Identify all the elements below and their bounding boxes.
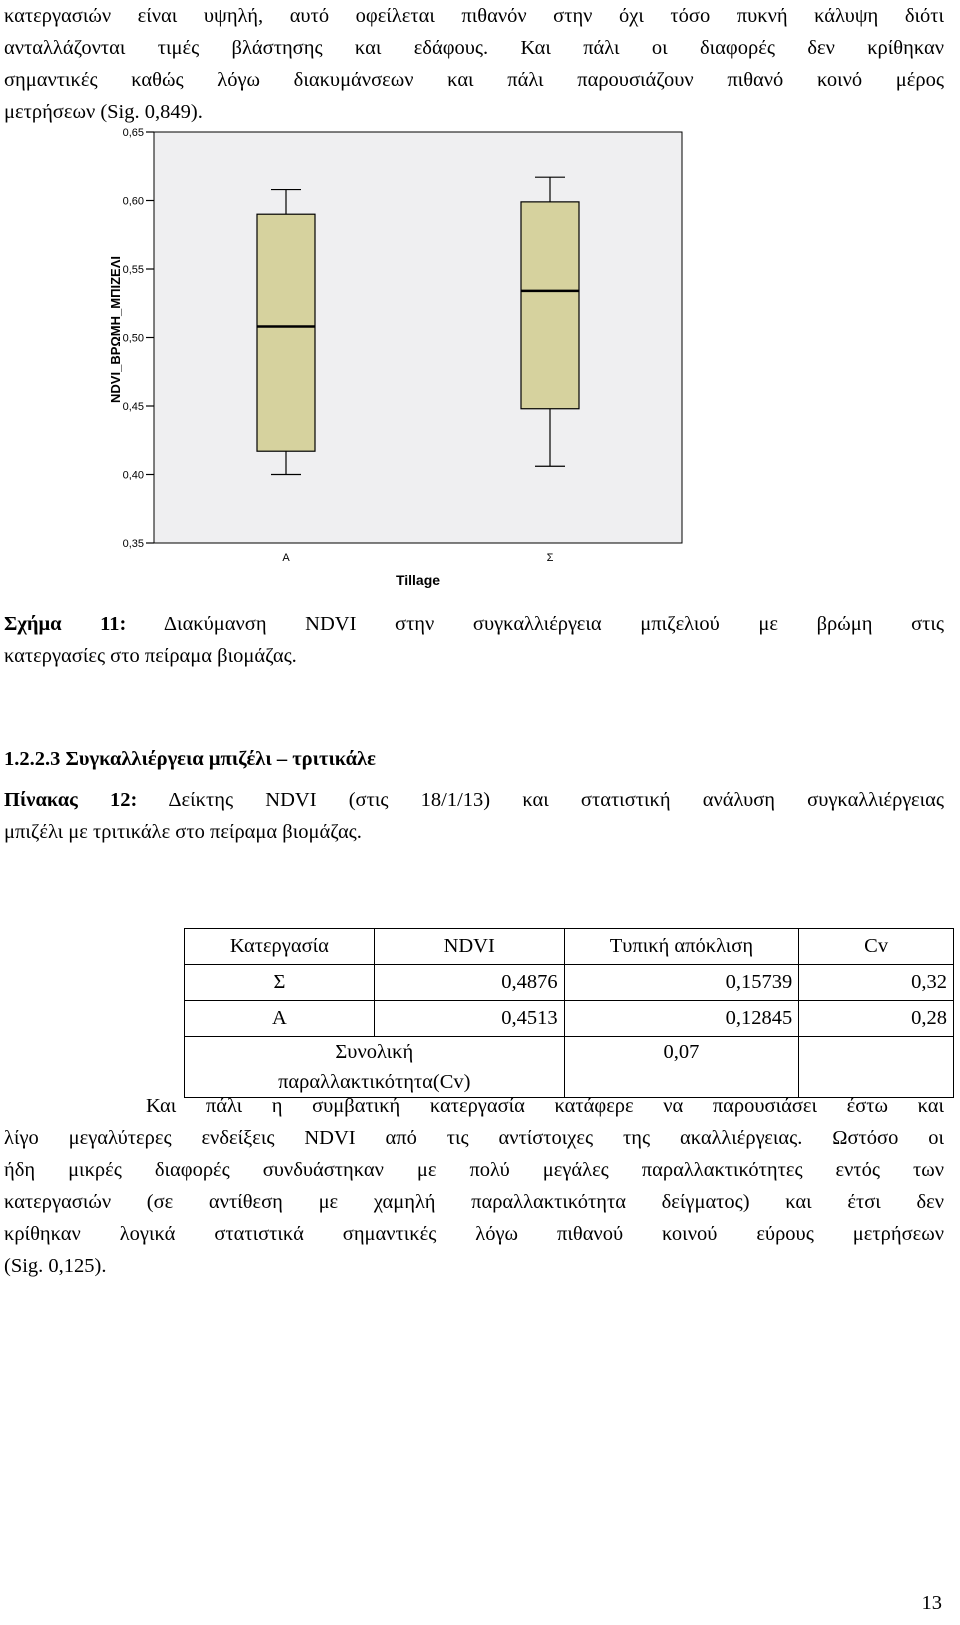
plot-area (154, 132, 682, 543)
table-cell: 0,28 (799, 1001, 954, 1037)
text-line: λίγο μεγαλύτερες ενδείξεις NDVI από τις αντίστοιχες της ακαλλιέργειας. Ωστόσο οι (4, 1127, 944, 1149)
table-cell: 0,32 (799, 965, 954, 1001)
text-line: κατεργασιών (σε αντίθεση με χαμηλή παραλλακτικότητα δείγματος) και έτσι δεν (4, 1191, 944, 1213)
total-label-cell (185, 1037, 565, 1098)
chart-canvas (100, 128, 720, 612)
intro-paragraph (4, 0, 944, 128)
text-line: ήδη μικρές διαφορές συνδυάστηκαν με πολύ μεγάλες παραλλακτικότητες εντός των (4, 1159, 944, 1181)
text-line: κατεργασιών είναι υψηλή, αυτό οφείλεται πιθανόν στην όχι τόσο πυκνή κάλυψη διότι (4, 5, 944, 27)
header-cell: Τυπική απόκλιση (564, 929, 799, 965)
x-axis-label: Tillage (395, 572, 441, 588)
caption-label: Πίνακας 12: (4, 789, 138, 811)
table-header-row (185, 929, 954, 965)
x-tick-label: Σ (546, 552, 554, 564)
text-line: (Sig. 0,125). (4, 1255, 107, 1277)
caption-label: Σχήμα 11: (4, 613, 127, 635)
y-tick-label: 0,55 (122, 264, 144, 276)
y-tick-label: 0,40 (122, 469, 144, 482)
y-tick-label: 0,50 (122, 332, 144, 345)
caption-line (4, 784, 944, 816)
text-line: Και πάλι η συμβατική κατεργασία κατάφερε να παρουσιάσει έστω και (146, 1095, 944, 1117)
header-cell: Κατεργασία (185, 929, 375, 965)
header-cell: Cv (799, 929, 954, 965)
text-line: ανταλλάζονται τιμές βλάστησης και εδάφους. Και πάλι οι διαφορές δεν κρίθηκαν (4, 37, 944, 59)
y-tick-label: 0,45 (122, 401, 144, 413)
table-caption (4, 784, 944, 848)
table-cell: 0,4513 (374, 1001, 564, 1037)
empty-cell (799, 1037, 954, 1098)
caption-line (4, 608, 944, 640)
table-cell: Σ (185, 965, 375, 1001)
section-heading: 1.2.2.3 Συγκαλλιέργεια μπιζέλι – τριτικάλε (4, 748, 376, 770)
box-iqr (257, 214, 315, 451)
y-axis-label: NDVI_ΒΡΩΜΗ_ΜΠΙΖΕΛΙ (108, 256, 123, 403)
table-row (185, 965, 954, 1001)
closing-paragraph (4, 1090, 944, 1282)
text-line: σημαντικές καθώς λόγω διακυμάνσεων και πάλι παρουσιάζουν πιθανό κοινό μέρος (4, 69, 944, 91)
caption-text: Δείκτης NDVI (στις 18/1/13) και στατιστική ανάλυση συγκαλλιέργειας (137, 789, 944, 811)
ndvi-boxplot-chart (100, 128, 720, 612)
header-cell: NDVI (374, 929, 564, 965)
page-number: 13 (921, 1592, 942, 1614)
table-cell: 0,12845 (564, 1001, 799, 1037)
total-label-line: παραλλακτικότητα(Cv) (278, 1071, 471, 1093)
y-tick-label: 0,60 (122, 195, 144, 208)
x-tick-label: Α (282, 552, 290, 564)
y-tick-label: 0,65 (122, 128, 144, 139)
ndvi-table (184, 928, 954, 1098)
caption-line: κατεργασίες στο πείραμα βιομάζας. (4, 645, 297, 667)
total-label-line: Συνολική (335, 1041, 414, 1063)
total-value-cell: 0,07 (564, 1037, 799, 1098)
y-tick-label: 0,35 (122, 538, 144, 550)
table-cell: Α (185, 1001, 375, 1037)
caption-line: μπιζέλι με τριτικάλε στο πείραμα βιομάζας. (4, 821, 362, 843)
table-cell: 0,15739 (564, 965, 799, 1001)
figure-caption (4, 608, 944, 672)
box-iqr (521, 202, 579, 409)
caption-text: Διακύμανση NDVI στην συγκαλλιέργεια μπιζελιού με βρώμη στις (126, 613, 944, 635)
text-line: κρίθηκαν λογικά στατιστικά σημαντικές λόγω πιθανού κοινού εύρους μετρήσεων (4, 1223, 944, 1245)
table-total-row (185, 1037, 954, 1098)
table-row (185, 1001, 954, 1037)
table-cell: 0,4876 (374, 965, 564, 1001)
text-line: μετρήσεων (Sig. 0,849). (4, 101, 203, 123)
